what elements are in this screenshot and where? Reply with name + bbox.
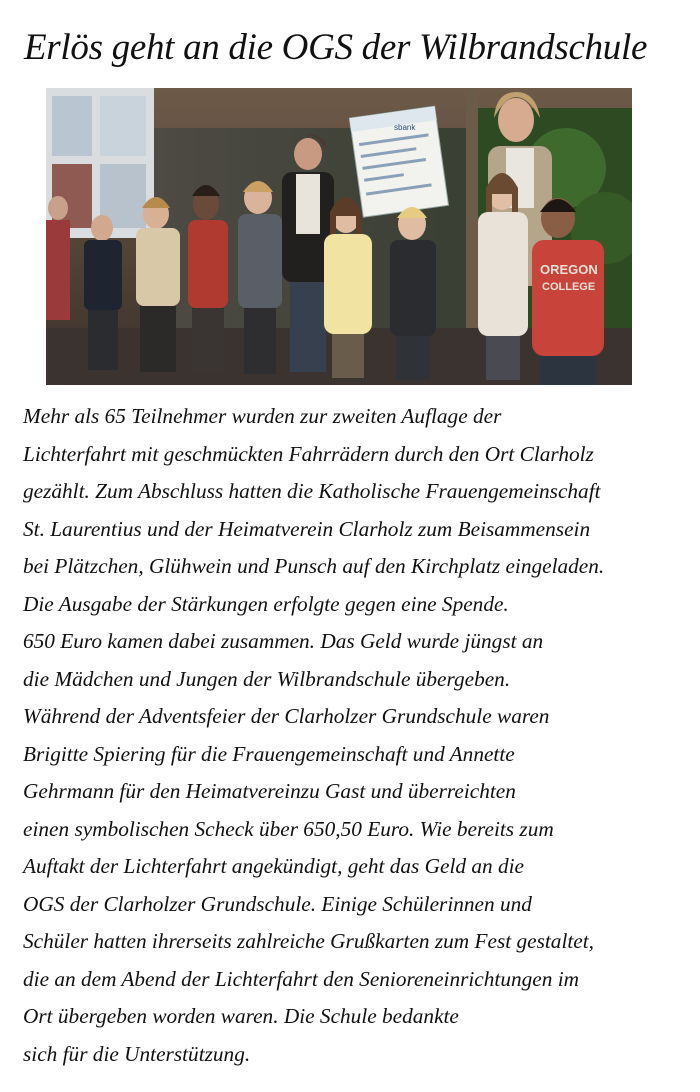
body-line: Während der Adventsfeier der Clarholzer Grundschule waren (23, 704, 550, 728)
shirt-lettering-2: COLLEGE (542, 281, 596, 293)
body-line: Brigitte Spiering für die Frauengemeinschaft und Annette (23, 741, 515, 766)
body-line: gezählt. Zum Abschluss hatten die Katholische Frauengemeinschaft (23, 479, 601, 503)
shirt-lettering-1: OREGON (540, 262, 598, 277)
body-line: einen symbolischen Scheck über 650,50 Euro. Wie bereits zum (23, 816, 554, 841)
body-line: bei Plätzchen, Glühwein und Punsch auf den Kirchplatz eingeladen. (23, 554, 605, 578)
article-photo (46, 88, 632, 385)
article-body (23, 398, 683, 1073)
body-line: Gehrmann für den Heimatvereinzu Gast und überreichten (23, 779, 516, 803)
body-line: die Mädchen und Jungen der Wilbrandschule übergeben. (23, 666, 511, 691)
body-line: Schüler hatten ihrerseits zahlreiche Grußkarten zum Fest gestaltet, (23, 929, 594, 953)
body-line: St. Laurentius und der Heimatverein Clarholz zum Beisammensein (23, 516, 591, 541)
cheque-bank-label: sbank (394, 123, 416, 132)
body-line: Die Ausgabe der Stärkungen erfolgte gegen eine Spende. (23, 591, 509, 616)
body-line: Auftakt der Lichterfahrt angekündigt, geht das Geld an die (23, 854, 524, 878)
body-line: Ort übergeben worden waren. Die Schule bedankte (23, 1004, 459, 1028)
body-line: 650 Euro kamen dabei zusammen. Das Geld wurde jüngst an (23, 629, 544, 653)
body-line: Lichterfahrt mit geschmückten Fahrrädern durch den Ort Clarholz (23, 441, 594, 466)
article-headline: Erlös geht an die OGS der Wilbrandschule (24, 27, 648, 68)
body-line: sich für die Unterstützung. (23, 1041, 251, 1066)
body-line: die an dem Abend der Lichterfahrt den Senioreneinrichtungen im (23, 966, 579, 991)
body-line: OGS der Clarholzer Grundschule. Einige Schülerinnen und (23, 891, 532, 916)
body-line: Mehr als 65 Teilnehmer wurden zur zweiten Auflage der (23, 404, 502, 428)
